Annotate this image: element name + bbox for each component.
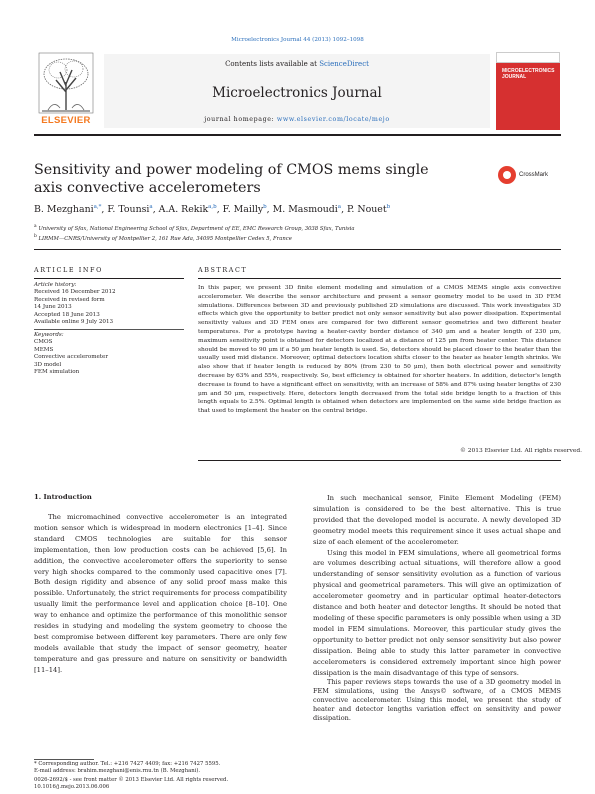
author-name[interactable]: B. Mezghani — [34, 204, 94, 216]
email-note[interactable]: E-mail address: brahim.mezghani@enis.rnu.tn (B. Mezghani). — [34, 768, 201, 774]
homepage-prefix: journal homepage: — [204, 116, 277, 123]
affiliation-mark: a — [34, 224, 37, 229]
homepage-link[interactable]: www.elsevier.com/locate/mejo — [276, 116, 390, 123]
author-name[interactable]: M. Masmoudi — [272, 204, 338, 216]
header-box — [104, 54, 490, 128]
affiliation-rule — [34, 249, 561, 250]
abstract-text: In this paper, we present 3D finite element modeling and simulation of a CMOS MEMS single axis convective accelerometer. We describe the sensor architecture and present a sensor geometry model to be used in 3D FEM simulations. Differences between 3D and previously published 2D simulations are discussed. This work investigates 3D effects which give the opportunity to better predict not only sensor sensitivity but also power dissipation. Experimental sensitivity values and 3D FEM ones are compared for two different sensor geometries and two different heater temperatures. For a prototype having a heater-cavity border distance of 340 μm and a heater length of 230 μm, maximum sensitivity point is obtained for detectors localized at a distance of 125 μm from heater center. This distance should be moved to 90 μm if a 50 μm heater length is used. So, detectors should be placed closer to the heater than the usually used mid distance. Moreover, optimal detectors location shifts closer to the heater as heater length shrinks. We also show that if heater length is reduced by 80% (from 230 to 50 μm), then both electrical power and sensitivity decrease by 63% and 55%, respectively. So, best efficiency is obtained for shorter heaters. In addition, detector's length decrease is found to have a significant effect on sensitivity, with an increase of 58% and 87% using heater lengths of 230 μm and 50 μm, respectively. Here, detectors length decreased from the total side bridge length to a fraction of this length equals to 2.5%. Optimal length is obtained when detectors are implemented on the same side bridge fraction as that used to implement the heater on the central bridge. — [198, 285, 561, 415]
author-name[interactable]: P. Nouet — [347, 204, 387, 216]
abstract-bottom-rule — [198, 460, 561, 461]
abstract-heading: ABSTRACT — [198, 266, 248, 274]
author-affiliation-mark[interactable]: b — [386, 204, 391, 210]
author-list: B. Mezghani$^{a,*}$, F. Tounsi$^a$, A.A. Rekik$^{a,b}$, F. Mailly$^b$, M. Masmoudi$^a$, P. Nouet$^b$ — [34, 204, 391, 216]
journal-header — [34, 50, 561, 132]
author-name[interactable]: F. Mailly — [222, 204, 264, 216]
affiliation-line — [34, 233, 561, 243]
author-name[interactable]: A.A. Rekik — [158, 204, 209, 216]
article-info-divider — [34, 329, 184, 330]
section-heading: 1. Introduction — [34, 493, 92, 501]
footnote-rule — [34, 759, 94, 760]
elsevier-tree-icon — [38, 52, 94, 114]
affiliation-line — [34, 223, 561, 233]
keyword: 3D model — [34, 361, 62, 368]
author-affiliation-mark[interactable]: a — [149, 204, 153, 210]
copyright-notice: © 2013 Elsevier Ltd. All rights reserved. — [459, 448, 582, 454]
history-item: Received in revised form — [34, 296, 105, 303]
affiliation-text: University of Sfax, National Engineering School of Sfax, Department of EE, EMC Research Group, 3038 Sfax, Tunisia — [38, 225, 355, 232]
corresponding-author-note: * Corresponding author. Tel.: +216 7427 4409; fax: +216 7427 5595. — [34, 761, 221, 767]
cover-title: MICROELECTRONICS JOURNAL — [502, 68, 555, 80]
contents-prefix: Contents lists available at — [225, 60, 320, 68]
keyword: Convective accelerometer — [34, 354, 109, 361]
journal-title[interactable]: Microelectronics Journal — [212, 85, 382, 101]
history-item: Received 16 December 2012 — [34, 289, 116, 296]
body-paragraph: This paper reviews steps towards the use of a 3D geometry model in FEM simulations, using the Ansys© software, of a CMOS MEMS convective accelerometer. Using this model, we present the study of heater and detector lengths variation effect on sensitivity and power dissipation. — [313, 678, 561, 722]
history-label: Article history: — [34, 282, 77, 288]
author-affiliation-mark[interactable]: a,b — [208, 204, 217, 210]
affiliation-text: LIRMM—CNRS/University of Montpellier 2, 161 Rue Ada, 34095 Montpellier Cedex 5, France — [38, 235, 292, 242]
crossmark-label: CrossMark — [519, 172, 549, 178]
journal-citation[interactable]: Microelectronics Journal 44 (2013) 1092–1098 — [231, 37, 364, 43]
keyword: FEM simulation — [34, 369, 80, 376]
page-footer — [34, 777, 287, 791]
crossmark-badge[interactable] — [498, 166, 568, 186]
journal-cover-image[interactable] — [496, 52, 560, 130]
sciencedirect-link[interactable]: ScienceDirect — [319, 60, 369, 68]
keyword: CMOS — [34, 339, 53, 346]
footnotes — [34, 761, 287, 775]
body-paragraph: In such mechanical sensor, Finite Element Modeling (FEM) simulation is considered to be the best alternative. This is true provided that the developed model is accurate. A newly developed 3D geometry model meets this requirement since it uses actual shape and size of each element of the accelerometer. — [313, 494, 561, 546]
article-info-rule — [34, 278, 184, 279]
elsevier-logo[interactable] — [34, 52, 98, 129]
article-info-heading: ARTICLE INFO — [34, 266, 103, 274]
body-column-left — [34, 493, 287, 676]
article-title: Sensitivity and power modeling of CMOS mems single axis convective accelerometers — [34, 162, 429, 196]
contents-line — [104, 60, 490, 68]
publisher-name: ELSEVIER — [41, 115, 91, 126]
cover-top-band — [496, 52, 560, 63]
history-item: Available online 9 July 2013 — [34, 319, 114, 326]
author-affiliation-mark[interactable]: a — [337, 204, 342, 210]
affiliation-mark: b — [34, 233, 37, 239]
crossmark-icon — [498, 166, 516, 184]
author-name[interactable]: F. Tounsi — [107, 204, 150, 216]
body-paragraph: Using this model in FEM simulations, where all geometrical forms are volumes describing actual situations, will therefore allow a good understanding of sensor sensitivity evolution as a function of various physical and geometrical parameters. This will give an optimization of accelerometer geometry and in particular optimal heater-detectors distance and both heater and detector lengths. It should be noted that modeling of these specific parameters is only possible when using a 3D model in FEM simulations. Moreover, this particular study gives the opportunity to better predict not only sensor sensitivity but also power dissipation. Being able to study this latter parameter in convective accelerometers is considered extremely important since high power dissipation is the main disadvantage of this type of sensors. — [313, 548, 561, 677]
affiliations — [34, 223, 561, 243]
history-item: Accepted 18 June 2013 — [34, 311, 100, 318]
keywords-label: Keywords: — [34, 332, 64, 339]
history-item: 14 June 2013 — [34, 304, 72, 311]
header-rule — [34, 134, 561, 136]
author-affiliation-mark[interactable]: b — [263, 204, 267, 210]
author-affiliation-mark[interactable]: a,* — [93, 204, 102, 210]
body-paragraph: The micromachined convective accelerometer is an integrated motion sensor which is widespread in modern electronics [1–4]. Since standard CMOS technologies are suitable for this sensor implementation, then low production costs can be achieved [5,6]. In addition, the convective accelerometer offers the superiority to sense very high shocks compared to the commonly used capacitive ones [7]. Both design rigidity and absence of any solid proof mass make this possible. Unfortunately, the strict requirements for process compatibility usually limit the performance level and application choice [8–10]. One way to enhance and optimize the performance of this monolithic sensor resides in studying and modeling the system geometry to choose the best compromise between different key parameters. There are only few models available that study the impact of sensor geometry, heater temperature and gas pressure and nature on sensitivity or bandwidth [11–14]. — [34, 513, 287, 674]
body-column-right — [313, 493, 561, 722]
article-info — [34, 282, 184, 376]
homepage-line — [104, 116, 490, 123]
abstract-rule — [198, 278, 561, 279]
issn-line: 0026-2692/$ - see front matter © 2013 Elsevier Ltd. All rights reserved. — [34, 777, 229, 783]
keyword: MEMS — [34, 346, 54, 353]
doi-link[interactable]: 10.1016/j.mejo.2013.06.006 — [34, 784, 110, 790]
